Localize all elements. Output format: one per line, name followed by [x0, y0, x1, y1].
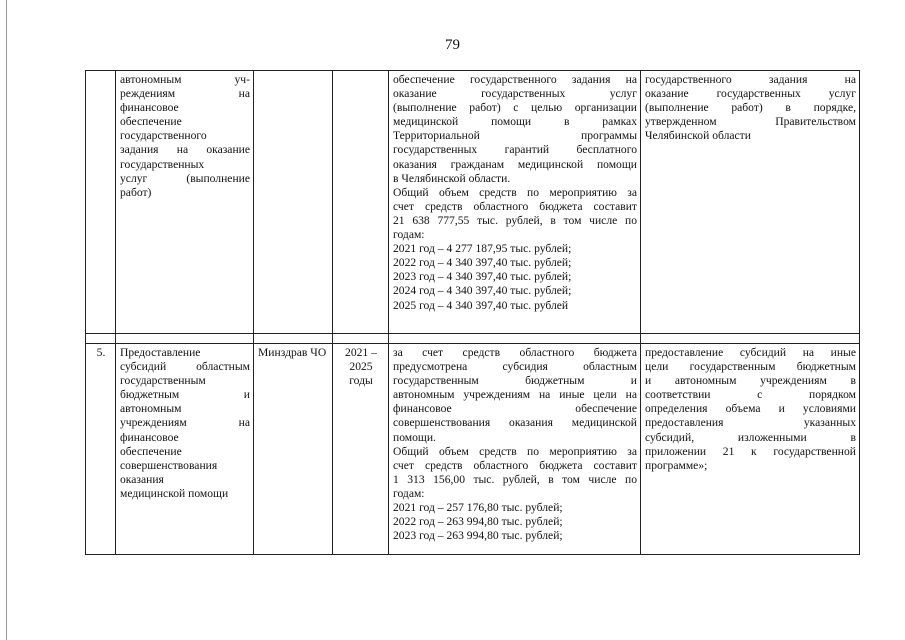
- event-name-cell: [116, 344, 254, 555]
- row-number-cell: 5.: [86, 344, 116, 555]
- result-text: [645, 73, 856, 143]
- text-line: утвержденном Правительством: [645, 115, 856, 129]
- text-line: оказания гражданам медицинской помощи: [393, 157, 637, 171]
- text-line: Общий объем средств по мероприятию за: [393, 444, 637, 458]
- text-line: услуг (выполнение: [120, 171, 250, 185]
- event-name-cell: [116, 71, 254, 334]
- text-line: (выполнение работ) с целью организации: [393, 101, 637, 115]
- text-line: приложении 21 к государственной: [645, 444, 856, 458]
- text-line: реждениям на: [120, 87, 250, 101]
- text-line: Челябинской области: [645, 129, 751, 143]
- period-cell: [333, 344, 389, 555]
- text-line: счет средств областного бюджета составит: [393, 199, 637, 213]
- text-line: 21 638 777,55 тыс. рублей, в том числе по: [393, 213, 637, 227]
- period-cell: [333, 71, 389, 334]
- program-table: [85, 70, 860, 555]
- text-line: обеспечение: [120, 115, 182, 129]
- text-line: государственных: [120, 157, 205, 171]
- text-line: за счет средств областного бюджета: [393, 346, 637, 359]
- text-line: бюджетным и: [120, 388, 250, 402]
- text-line: государственного: [120, 129, 207, 143]
- text-line: 1 313 156,00 тыс. рублей, в том числе по: [393, 472, 637, 486]
- text-line: субсидий областным: [120, 360, 250, 374]
- result-text: [645, 346, 856, 473]
- description-text: [393, 346, 637, 543]
- text-line: 2023 год – 263 994,80 тыс. рублей;: [393, 529, 563, 543]
- text-line: обеспечение государственного задания на: [393, 73, 637, 86]
- text-line: и автономным учреждениям в: [645, 374, 856, 388]
- period-line: годы: [349, 374, 373, 388]
- table-row: [86, 71, 860, 334]
- row-number-cell: [86, 71, 116, 334]
- event-name-text: [120, 346, 250, 501]
- text-line: финансовое: [120, 101, 179, 115]
- text-line: 2024 год – 4 340 397,40 тыс. рублей;: [393, 284, 572, 298]
- text-line: помощи.: [393, 430, 436, 444]
- text-line: (выполнение работ) в порядке,: [645, 101, 856, 115]
- text-line: цели государственным бюджетным: [645, 360, 856, 374]
- period-line: 2021 –: [345, 346, 377, 359]
- text-line: медицинской помощи в рамках: [393, 115, 637, 129]
- text-line: 2021 год – 4 277 187,95 тыс. рублей;: [393, 242, 572, 256]
- text-line: государственных гарантий бесплатного: [393, 143, 637, 157]
- text-line: финансовое: [120, 430, 179, 444]
- executor-cell: [254, 71, 333, 334]
- text-line: счет средств областного бюджета составит: [393, 458, 637, 472]
- description-cell: [389, 71, 641, 334]
- text-line: автономным учреждениям на иные цели на: [393, 388, 637, 402]
- text-line: предоставление субсидий на иные: [645, 346, 856, 359]
- text-line: оказание государственных услуг: [393, 87, 637, 101]
- text-line: 2025 год – 4 340 397,40 тыс. рублей: [393, 298, 569, 312]
- text-line: программе»;: [645, 458, 708, 472]
- text-line: автономным уч-: [120, 73, 250, 86]
- page-number: 79: [445, 37, 460, 53]
- text-line: Территориальной программы: [393, 129, 637, 143]
- text-line: государственного задания на: [645, 73, 856, 86]
- text-line: соответствии с порядком: [645, 388, 856, 402]
- text-line: работ): [120, 185, 152, 199]
- result-cell: [641, 71, 860, 334]
- text-line: предусмотрена субсидия областным: [393, 360, 637, 374]
- text-line: государственным бюджетным и: [393, 374, 637, 388]
- text-line: учреждениям на: [120, 416, 250, 430]
- description-text: [393, 73, 637, 313]
- text-line: определения объема и условиями: [645, 402, 856, 416]
- scan-edge-line: [6, 0, 7, 640]
- table-row: [86, 344, 860, 555]
- text-line: 2023 год – 4 340 397,40 тыс. рублей;: [393, 270, 572, 284]
- text-line: предоставления указанных: [645, 416, 856, 430]
- text-line: 2022 год – 4 340 397,40 тыс. рублей;: [393, 256, 572, 270]
- text-line: годам:: [393, 486, 425, 500]
- result-cell: [641, 344, 860, 555]
- text-line: 2022 год – 263 994,80 тыс. рублей;: [393, 515, 563, 529]
- text-line: Общий объем средств по мероприятию за: [393, 185, 637, 199]
- executor-cell: Минздрав ЧО: [254, 344, 333, 555]
- text-line: оказание государственных услуг: [645, 87, 856, 101]
- text-line: государственным: [120, 374, 206, 388]
- period-line: 2025: [349, 360, 373, 374]
- text-line: совершенствования оказания медицинской: [393, 416, 637, 430]
- table-row-gap: [86, 334, 860, 344]
- text-line: в Челябинской области.: [393, 171, 511, 185]
- text-line: автономным: [120, 402, 182, 416]
- text-line: оказания: [120, 472, 164, 486]
- event-name-text: [120, 73, 250, 200]
- text-line: годам:: [393, 228, 425, 242]
- text-line: субсидий, изложенными в: [645, 430, 856, 444]
- text-line: медицинской помощи: [120, 486, 229, 500]
- text-line: задания на оказание: [120, 143, 250, 157]
- description-cell: [389, 344, 641, 555]
- text-line: 2021 год – 257 176,80 тыс. рублей;: [393, 501, 563, 515]
- text-line: финансовое обеспечение: [393, 402, 637, 416]
- text-line: совершенствования: [120, 458, 218, 472]
- text-line: Предоставление: [120, 346, 201, 359]
- text-line: обеспечение: [120, 444, 182, 458]
